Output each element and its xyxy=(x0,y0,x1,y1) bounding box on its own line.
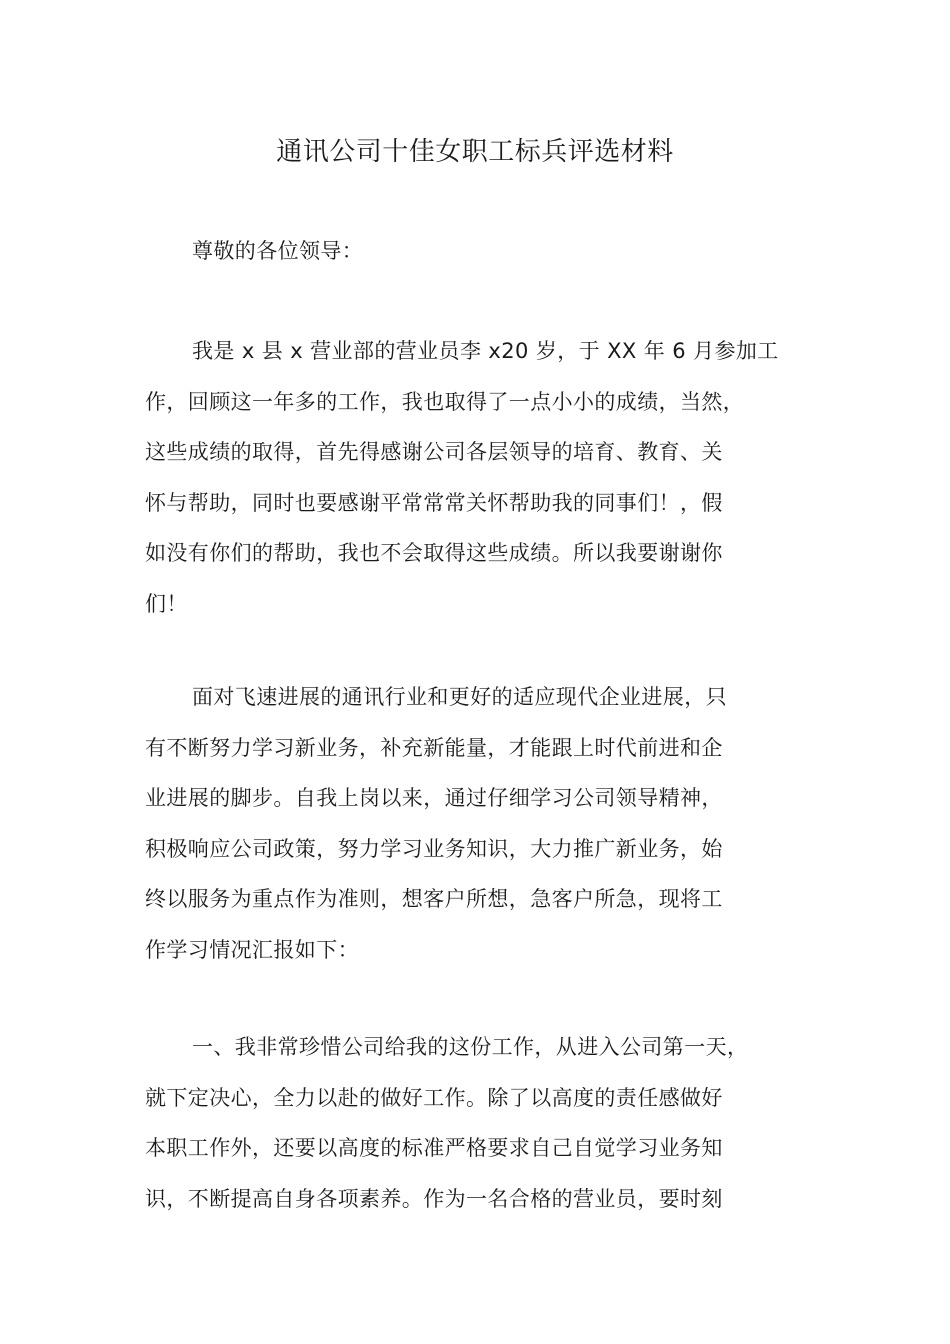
document-title: 通讯公司十佳女职工标兵评选材料 xyxy=(276,137,674,167)
greeting-block xyxy=(145,226,813,277)
paragraph-line: 我是 x 县 x 营业部的营业员李 x20 岁，于 XX 年 6 月参加工 xyxy=(192,339,779,363)
paragraph-line: 们！ xyxy=(145,591,188,616)
paragraph-3 xyxy=(145,1022,813,1224)
paragraph-line: 本职工作外，还要以高度的标准严格要求自己自觉学习业务知 xyxy=(145,1136,723,1160)
greeting-line: 尊敬的各位领导： xyxy=(192,239,364,263)
paragraph-line: 积极响应公司政策，努力学习业务知识，大力推广新业务，始 xyxy=(145,836,723,861)
paragraph-line: 业进展的脚步。自我上岗以来，通过仔细学习公司领导精神， xyxy=(145,786,723,810)
paragraph-line: 就下定决心，全力以赴的做好工作。除了以高度的责任感做好 xyxy=(145,1085,723,1110)
paragraph-line: 怀与帮助，同时也要感谢平常常常关怀帮助我的同事们！，假 xyxy=(145,490,723,515)
paragraph-line: 一、我非常珍惜公司给我的这份工作，从进入公司第一天， xyxy=(192,1035,749,1059)
paragraph-1 xyxy=(145,326,813,629)
paragraph-line: 如没有你们的帮助，我也不会取得这些成绩。所以我要谢谢你 xyxy=(145,541,723,565)
paragraph-line: 有不断努力学习新业务，补充新能量，才能跟上时代前进和企 xyxy=(145,735,723,760)
paragraph-line: 终以服务为重点作为准则，想客户所想，急客户所急，现将工 xyxy=(145,887,723,911)
paragraph-2 xyxy=(145,672,813,975)
paragraph-line: 这些成绩的取得，首先得感谢公司各层领导的培育、教育、关 xyxy=(145,440,723,464)
paragraph-line: 作学习情况汇报如下： xyxy=(145,937,359,962)
paragraph-line: 识，不断提高自身各项素养。作为一名合格的营业员，要时刻 xyxy=(145,1186,723,1211)
paragraph-line: 面对飞速进展的通讯行业和更好的适应现代企业进展，只 xyxy=(192,685,727,709)
paragraph-line: 作，回顾这一年多的工作，我也取得了一点小小的成绩，当然， xyxy=(145,389,745,414)
